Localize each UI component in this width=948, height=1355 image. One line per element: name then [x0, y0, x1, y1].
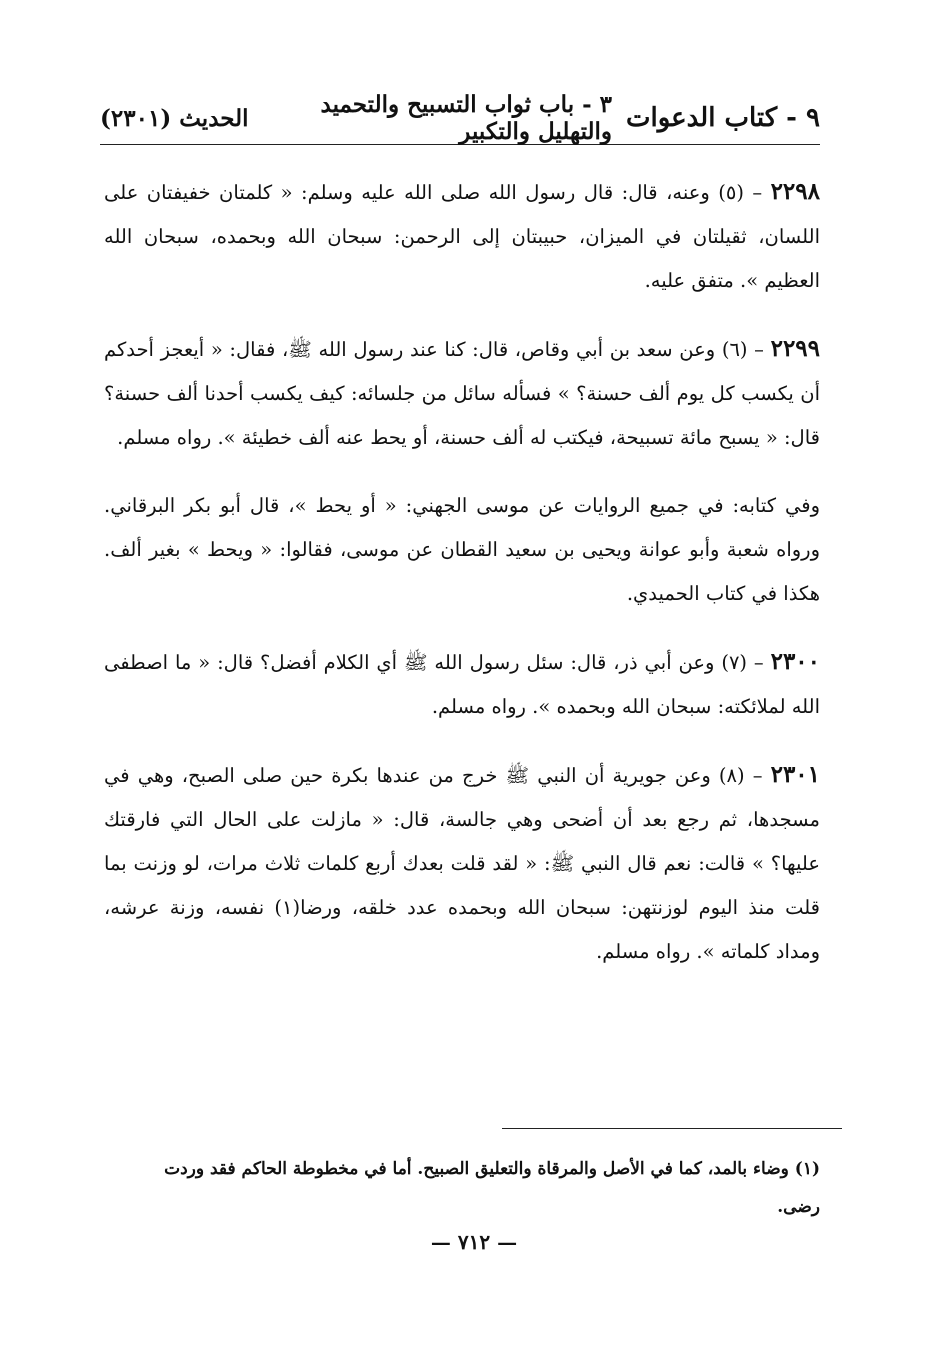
- page-body: [104, 170, 820, 998]
- hadith-number: ٢٣٠١: [770, 761, 821, 788]
- hadith-paragraph: [104, 170, 820, 303]
- hadith-number: ٢٢٩٨: [770, 178, 820, 205]
- hadith-text: – (٥) وعنه، قال: قال رسول الله صلى الله عليه وسلم: « كلمتان خفيفتان على اللسان، ثقيلتان في الميزان، حبيبتان إلى الرحمن: سبحان الله وبحمده، سبحان الله العظيم ». متفق عليه.: [104, 181, 820, 292]
- hadith-text: – (٦) وعن سعد بن أبي وقاص، قال: كنا عند رسول الله ﷺ، فقال: « أيعجز أحدكم أن يكسب كل يوم ألف حسنة؟ » فسأله سائل من جلسائه: كيف يكسب أحدنا ألف حسنة؟ قال: « يسبح مائة تسبيحة، فيكتب له ألف حسنة، أو يحط عنه ألف خطيئة ». رواه مسلم.: [104, 338, 820, 449]
- running-header: [100, 92, 820, 145]
- header-book-title: ٩ - كتاب الدعوات: [626, 103, 820, 133]
- hadith-number: ٢٣٠٠: [770, 648, 821, 675]
- commentary-paragraph: [104, 484, 820, 616]
- hadith-text: – (٧) وعن أبي ذر، قال: سئل رسول الله ﷺ أي الكلام أفضل؟ قال: « ما اصطفى الله لملائكته: سبحان الله وبحمده ». رواه مسلم.: [104, 651, 820, 718]
- hadith-paragraph: [104, 327, 820, 460]
- footnote: (١) وضاء بالمد، كما في الأصل والمرقاة والتعليق الصبيح. أما في مخطوطة الحاكم فقد وردت رضى.: [164, 1159, 820, 1217]
- hadith-number: ٢٢٩٩: [770, 335, 821, 362]
- header-chapter-title: ٣ - باب ثواب التسبيح والتحميد والتهليل والتكبير: [320, 91, 613, 145]
- page-number: — ٧١٢ —: [430, 1230, 518, 1254]
- hadith-text: – (٨) وعن جويرية أن النبي ﷺ خرج من عندها بكرة حين صلى الصبح، وهي في مسجدها، ثم رجع بعد أن أضحى وهي جالسة، قال: « مازلت على الحال التي فارقتك عليها؟ » قالت: نعم قال النبي ﷺ: « لقد قلت بعدك أربع كلمات ثلاث مرات، لو وزنت بما قلت منذ اليوم لوزنتهن: سبحان الله وبحمده عدد خلقه، ورضا(١) نفسه، وزنة عرشه، ومداد كلماته ». رواه مسلم.: [104, 764, 820, 963]
- footnote-divider: [502, 1128, 842, 1129]
- hadith-paragraph: [104, 753, 820, 974]
- header-hadith-range: الحديث (٢٣٠١): [100, 104, 249, 132]
- hadith-paragraph: [104, 640, 820, 729]
- commentary-text: وفي كتابه: في جميع الروايات عن موسى الجهني: « أو يحط »، قال أبو بكر البرقاني. ورواه شعبة وأبو عوانة ويحيى بن سعيد القطان عن موسى، فقالوا: « ويحط » بغير ألف. هكذا في كتاب الحميدي.: [104, 494, 820, 605]
